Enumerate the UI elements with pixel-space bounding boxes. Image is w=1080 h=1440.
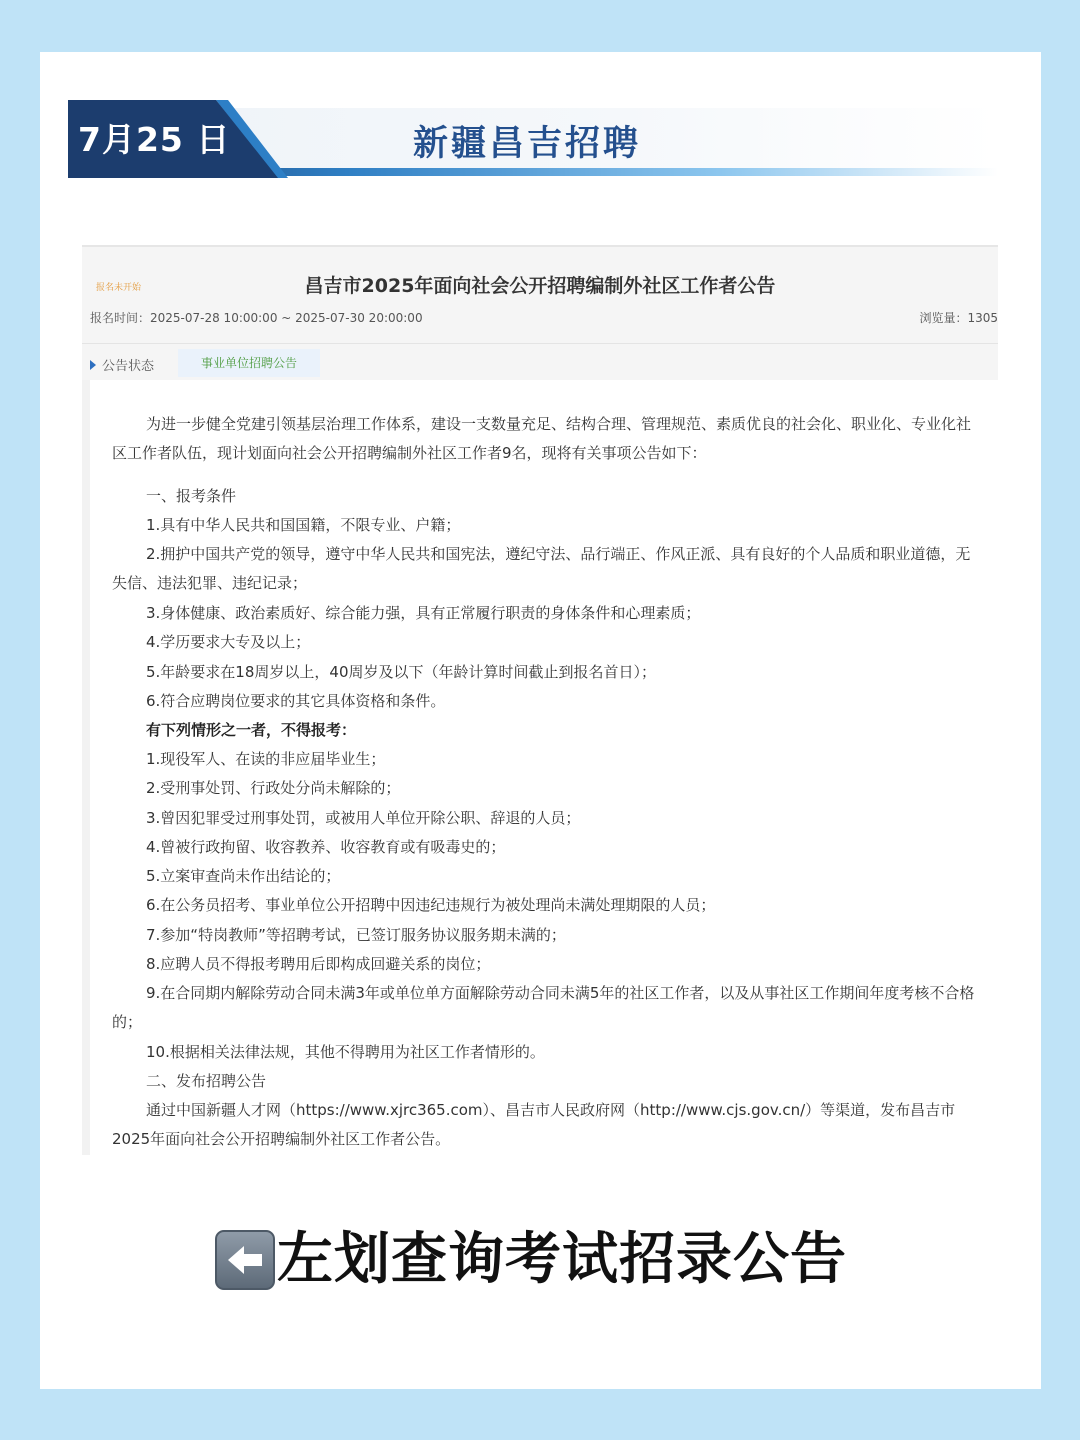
notice-header xyxy=(82,245,998,380)
requirement-item: 3.身体健康、政治素质好、综合能力强，具有正常履行职责的身体条件和心理素质； xyxy=(146,604,701,622)
exclusion-item: 10.根据相关法律法规，其他不得聘用为社区工作者情形的。 xyxy=(146,1043,545,1061)
exclusion-item: 3.曾因犯罪受过刑事处罚，或被用人单位开除公职、辞退的人员； xyxy=(146,809,581,827)
notice-body xyxy=(82,380,998,1155)
requirement-item: 6.符合应聘岗位要求的其它具体资格和条件。 xyxy=(146,692,446,710)
exclusion-item: 1.现役军人、在读的非应届毕业生； xyxy=(146,750,386,768)
view-count: 浏览量：1305 xyxy=(919,311,998,325)
tab-category[interactable]: 事业单位招聘公告 xyxy=(178,349,320,377)
swipe-hint-text: 左划查询考试招录公告 xyxy=(277,1227,847,1292)
status-badge: 报名未开始 xyxy=(96,283,142,293)
exclusion-item: 7.参加“特岗教师”等招聘考试，已签订服务协议服务期未满的； xyxy=(146,926,566,944)
tab-notice-status[interactable] xyxy=(90,355,154,374)
publish-paragraph: 通过中国新疆人才网（https://www.xjrc365.com）、昌吉市人民政府网（http://www.cjs.gov.cn/）等渠道，发布昌吉市2025年面向社会公开招聘编制外社区工作者公告。 xyxy=(112,1101,956,1148)
requirement-item: 4.学历要求大专及以上； xyxy=(146,633,311,651)
notice-title: 昌吉市2025年面向社会公开招聘编制外社区工作者公告 xyxy=(304,275,776,297)
swipe-hint xyxy=(215,1227,875,1293)
poster-card xyxy=(40,52,1041,1389)
exclusion-item: 4.曾被行政拘留、收容教养、收容教育或有吸毒史的； xyxy=(146,838,506,856)
section-heading: 一、报考条件 xyxy=(146,487,237,505)
requirement-item: 2.拥护中国共产党的领导，遵守中华人民共和国宪法，遵纪守法、品行端正、作风正派、具有良好的个人品质和职业道德，无失信、违法犯罪、违纪记录； xyxy=(112,545,971,592)
date-label: 7月25 日 xyxy=(78,120,231,159)
tab-notice-status-label: 公告状态 xyxy=(102,359,155,374)
banner-title: 新疆昌吉招聘 xyxy=(413,124,642,164)
section-heading: 二、发布招聘公告 xyxy=(146,1072,267,1090)
exclusion-item: 9.在合同期内解除劳动合同未满3年或单位单方面解除劳动合同未满5年的社区工作者，以及从事社区工作期间年度考核不合格的； xyxy=(112,984,975,1031)
header-banner xyxy=(68,100,998,178)
triangle-right-icon xyxy=(90,360,96,370)
intro-paragraph: 为进一步健全党建引领基层治理工作体系，建设一支数量充足、结构合理、管理规范、素质优良的社会化、职业化、专业化社区工作者队伍，现计划面向社会公开招聘编制外社区工作者9名，现将有关事项公告如下： xyxy=(112,415,972,462)
requirement-item: 1.具有中华人民共和国国籍，不限专业、户籍； xyxy=(146,516,461,534)
exclusion-item: 5.立案审查尚未作出结论的； xyxy=(146,867,341,885)
exclusion-heading: 有下列情形之一者，不得报考： xyxy=(146,721,357,739)
left-arrow-icon xyxy=(215,1230,275,1290)
notice-screenshot xyxy=(82,245,998,1155)
exclusion-item: 6.在公务员招考、事业单位公开招聘中因违纪违规行为被处理尚未满处理期限的人员； xyxy=(146,896,716,914)
exclusion-item: 8.应聘人员不得报考聘用后即构成回避关系的岗位； xyxy=(146,955,491,973)
notice-tabs xyxy=(82,343,998,382)
signup-time: 报名时间：2025-07-28 10:00:00 ~ 2025-07-30 20:00:00 xyxy=(90,311,423,325)
requirement-item: 5.年龄要求在18周岁以上，40周岁及以下（年龄计算时间截止到报名首日）； xyxy=(146,663,656,681)
exclusion-item: 2.受刑事处罚、行政处分尚未解除的； xyxy=(146,779,401,797)
